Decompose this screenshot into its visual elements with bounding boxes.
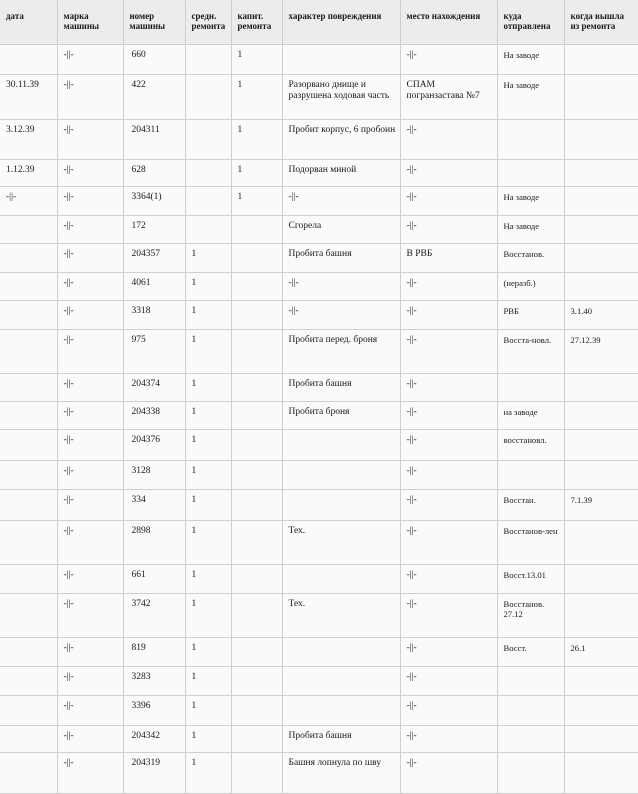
medium-repair-cell: 1 bbox=[185, 329, 231, 373]
date-cell bbox=[0, 666, 57, 695]
brand-cell: -||- bbox=[57, 695, 123, 725]
date-cell bbox=[0, 725, 57, 752]
number-cell: 975 bbox=[123, 329, 185, 373]
date-cell bbox=[0, 564, 57, 593]
table-row bbox=[0, 637, 638, 666]
sent-to-cell: На заводе bbox=[497, 215, 564, 243]
table-row bbox=[0, 725, 638, 752]
returned-cell: 26.1 bbox=[564, 637, 638, 666]
returned-cell bbox=[564, 520, 638, 564]
capital-repair-cell bbox=[231, 401, 282, 429]
capital-repair-cell bbox=[231, 489, 282, 520]
brand-cell: -||- bbox=[57, 300, 123, 329]
table-body bbox=[0, 44, 638, 793]
number-cell: 660 bbox=[123, 44, 185, 74]
location-cell: -||- bbox=[400, 725, 497, 752]
number-cell: 661 bbox=[123, 564, 185, 593]
date-cell bbox=[0, 593, 57, 637]
brand-cell: -||- bbox=[57, 666, 123, 695]
date-cell: -||- bbox=[0, 186, 57, 215]
sent-to-cell: (неразб.) bbox=[497, 272, 564, 300]
sent-to-cell bbox=[497, 725, 564, 752]
number-cell: 628 bbox=[123, 159, 185, 186]
capital-repair-cell bbox=[231, 752, 282, 793]
damage-cell: Сгорела bbox=[282, 215, 400, 243]
location-cell: -||- bbox=[400, 429, 497, 460]
medium-repair-cell: 1 bbox=[185, 564, 231, 593]
medium-repair-cell: 1 bbox=[185, 401, 231, 429]
table-row bbox=[0, 74, 638, 119]
brand-cell: -||- bbox=[57, 564, 123, 593]
returned-cell bbox=[564, 44, 638, 74]
brand-cell: -||- bbox=[57, 520, 123, 564]
sent-to-cell: Восст. bbox=[497, 637, 564, 666]
sent-to-cell bbox=[497, 373, 564, 401]
number-cell: 204376 bbox=[123, 429, 185, 460]
table-row bbox=[0, 520, 638, 564]
date-cell bbox=[0, 373, 57, 401]
medium-repair-cell: 1 bbox=[185, 460, 231, 489]
location-cell: -||- bbox=[400, 329, 497, 373]
sent-to-cell: На заводе bbox=[497, 186, 564, 215]
brand-cell: -||- bbox=[57, 489, 123, 520]
returned-cell bbox=[564, 429, 638, 460]
medium-repair-cell: 1 bbox=[185, 300, 231, 329]
header-returned-from-repair: когда вышла из ремонта bbox=[570, 11, 625, 32]
damage-cell: -||- bbox=[282, 272, 400, 300]
medium-repair-cell bbox=[185, 186, 231, 215]
sent-to-cell: РВБ bbox=[497, 300, 564, 329]
capital-repair-cell bbox=[231, 666, 282, 695]
returned-cell: 7.1.39 bbox=[564, 489, 638, 520]
number-cell: 204357 bbox=[123, 243, 185, 272]
brand-cell: -||- bbox=[57, 215, 123, 243]
table-row bbox=[0, 429, 638, 460]
number-cell: 3128 bbox=[123, 460, 185, 489]
number-cell: 204338 bbox=[123, 401, 185, 429]
brand-cell: -||- bbox=[57, 159, 123, 186]
table-header-row bbox=[0, 0, 638, 44]
location-cell: -||- bbox=[400, 401, 497, 429]
number-cell: 334 bbox=[123, 489, 185, 520]
location-cell: -||- bbox=[400, 666, 497, 695]
capital-repair-cell bbox=[231, 564, 282, 593]
capital-repair-cell: 1 bbox=[231, 159, 282, 186]
location-cell: -||- bbox=[400, 186, 497, 215]
sent-to-cell: Восста-новл. bbox=[497, 329, 564, 373]
medium-repair-cell bbox=[185, 44, 231, 74]
medium-repair-cell: 1 bbox=[185, 752, 231, 793]
brand-cell: -||- bbox=[57, 44, 123, 74]
returned-cell bbox=[564, 119, 638, 159]
capital-repair-cell: 1 bbox=[231, 74, 282, 119]
capital-repair-cell bbox=[231, 300, 282, 329]
date-cell bbox=[0, 215, 57, 243]
returned-cell bbox=[564, 74, 638, 119]
returned-cell bbox=[564, 401, 638, 429]
table-row bbox=[0, 329, 638, 373]
table-row bbox=[0, 666, 638, 695]
number-cell: 422 bbox=[123, 74, 185, 119]
capital-repair-cell bbox=[231, 725, 282, 752]
returned-cell: 3.1.40 bbox=[564, 300, 638, 329]
medium-repair-cell: 1 bbox=[185, 489, 231, 520]
date-cell bbox=[0, 429, 57, 460]
date-cell bbox=[0, 300, 57, 329]
table-row bbox=[0, 272, 638, 300]
brand-cell: -||- bbox=[57, 272, 123, 300]
damage-cell bbox=[282, 666, 400, 695]
date-cell bbox=[0, 489, 57, 520]
capital-repair-cell bbox=[231, 593, 282, 637]
brand-cell: -||- bbox=[57, 74, 123, 119]
brand-cell: -||- bbox=[57, 429, 123, 460]
table-row bbox=[0, 243, 638, 272]
date-cell bbox=[0, 637, 57, 666]
number-cell: 204319 bbox=[123, 752, 185, 793]
location-cell: -||- bbox=[400, 44, 497, 74]
table-row bbox=[0, 593, 638, 637]
location-cell: -||- bbox=[400, 752, 497, 793]
medium-repair-cell bbox=[185, 74, 231, 119]
capital-repair-cell bbox=[231, 695, 282, 725]
medium-repair-cell bbox=[185, 159, 231, 186]
number-cell: 204311 bbox=[123, 119, 185, 159]
date-cell: 1.12.39 bbox=[0, 159, 57, 186]
table-row bbox=[0, 695, 638, 725]
table-row bbox=[0, 44, 638, 74]
location-cell: -||- bbox=[400, 272, 497, 300]
capital-repair-cell bbox=[231, 243, 282, 272]
date-cell bbox=[0, 401, 57, 429]
sent-to-cell: Восстанов. bbox=[497, 243, 564, 272]
location-cell: -||- bbox=[400, 215, 497, 243]
table-row bbox=[0, 373, 638, 401]
capital-repair-cell bbox=[231, 329, 282, 373]
capital-repair-cell bbox=[231, 429, 282, 460]
damage-cell: Башня лопнула по шву bbox=[282, 752, 400, 793]
damage-cell: Пробита броня bbox=[282, 401, 400, 429]
table-row bbox=[0, 489, 638, 520]
damage-cell: -||- bbox=[282, 186, 400, 215]
medium-repair-cell bbox=[185, 119, 231, 159]
damage-cell: -||- bbox=[282, 300, 400, 329]
medium-repair-cell: 1 bbox=[185, 725, 231, 752]
location-cell: -||- bbox=[400, 637, 497, 666]
damage-cell: Пробита башня bbox=[282, 725, 400, 752]
damage-cell: Тех. bbox=[282, 593, 400, 637]
damage-cell bbox=[282, 489, 400, 520]
table-row bbox=[0, 300, 638, 329]
returned-cell bbox=[564, 186, 638, 215]
medium-repair-cell: 1 bbox=[185, 373, 231, 401]
sent-to-cell: Восст.13.01 bbox=[497, 564, 564, 593]
date-cell: 3.12.39 bbox=[0, 119, 57, 159]
brand-cell: -||- bbox=[57, 460, 123, 489]
table-row bbox=[0, 460, 638, 489]
number-cell: 3364(1) bbox=[123, 186, 185, 215]
damage-cell bbox=[282, 695, 400, 725]
sent-to-cell bbox=[497, 752, 564, 793]
header-vehicle-number: номер машины bbox=[123, 0, 185, 44]
sent-to-cell bbox=[497, 695, 564, 725]
location-cell: -||- bbox=[400, 520, 497, 564]
medium-repair-cell: 1 bbox=[185, 429, 231, 460]
table-row bbox=[0, 119, 638, 159]
table-row bbox=[0, 159, 638, 186]
damage-cell: Тех. bbox=[282, 520, 400, 564]
damage-cell bbox=[282, 564, 400, 593]
location-cell: -||- bbox=[400, 373, 497, 401]
damage-cell: Подорван миной bbox=[282, 159, 400, 186]
damage-cell bbox=[282, 44, 400, 74]
header-capital-repair: капит. ремонта bbox=[231, 0, 282, 44]
sent-to-cell: восстановл. bbox=[497, 429, 564, 460]
damage-cell bbox=[282, 460, 400, 489]
date-cell bbox=[0, 243, 57, 272]
returned-cell: 27.12.39 bbox=[564, 329, 638, 373]
sent-to-cell: Восстанов-лен bbox=[497, 520, 564, 564]
date-cell bbox=[0, 272, 57, 300]
brand-cell: -||- bbox=[57, 752, 123, 793]
medium-repair-cell bbox=[185, 215, 231, 243]
location-cell: -||- bbox=[400, 159, 497, 186]
location-cell: -||- bbox=[400, 119, 497, 159]
capital-repair-cell bbox=[231, 520, 282, 564]
date-cell bbox=[0, 752, 57, 793]
medium-repair-cell: 1 bbox=[185, 695, 231, 725]
number-cell: 3742 bbox=[123, 593, 185, 637]
table-row bbox=[0, 215, 638, 243]
sent-to-cell bbox=[497, 666, 564, 695]
date-cell bbox=[0, 695, 57, 725]
sent-to-cell bbox=[497, 460, 564, 489]
number-cell: 204374 bbox=[123, 373, 185, 401]
damage-cell: Пробит корпус, 6 пробоин bbox=[282, 119, 400, 159]
number-cell: 3318 bbox=[123, 300, 185, 329]
header-location: место нахождения bbox=[400, 0, 497, 44]
date-cell bbox=[0, 44, 57, 74]
table-row bbox=[0, 752, 638, 793]
brand-cell: -||- bbox=[57, 637, 123, 666]
sent-to-cell bbox=[497, 119, 564, 159]
sent-to-cell: На заводе bbox=[497, 74, 564, 119]
medium-repair-cell: 1 bbox=[185, 520, 231, 564]
capital-repair-cell: 1 bbox=[231, 44, 282, 74]
number-cell: 3283 bbox=[123, 666, 185, 695]
capital-repair-cell bbox=[231, 637, 282, 666]
table-row bbox=[0, 564, 638, 593]
location-cell: В РВБ bbox=[400, 243, 497, 272]
location-cell: СПАМ погранзастава №7 bbox=[400, 74, 497, 119]
date-cell bbox=[0, 460, 57, 489]
medium-repair-cell: 1 bbox=[185, 637, 231, 666]
date-cell bbox=[0, 329, 57, 373]
brand-cell: -||- bbox=[57, 119, 123, 159]
returned-cell bbox=[564, 460, 638, 489]
sent-to-cell: На заводе bbox=[497, 44, 564, 74]
sent-to-cell: Восстан. bbox=[497, 489, 564, 520]
returned-cell bbox=[564, 215, 638, 243]
location-cell: -||- bbox=[400, 489, 497, 520]
medium-repair-cell: 1 bbox=[185, 272, 231, 300]
returned-cell bbox=[564, 725, 638, 752]
damage-cell bbox=[282, 637, 400, 666]
number-cell: 172 bbox=[123, 215, 185, 243]
returned-cell bbox=[564, 373, 638, 401]
header-sent-to: куда отправлена bbox=[497, 0, 564, 44]
brand-cell: -||- bbox=[57, 373, 123, 401]
returned-cell bbox=[564, 593, 638, 637]
damage-cell: Пробита башня bbox=[282, 243, 400, 272]
number-cell: 204342 bbox=[123, 725, 185, 752]
header-medium-repair: средн. ремонта bbox=[185, 0, 231, 44]
capital-repair-cell bbox=[231, 272, 282, 300]
returned-cell bbox=[564, 752, 638, 793]
header-damage-type: характер повреждения bbox=[282, 0, 400, 44]
header-date: дата bbox=[0, 0, 57, 44]
capital-repair-cell: 1 bbox=[231, 186, 282, 215]
returned-cell bbox=[564, 272, 638, 300]
returned-cell bbox=[564, 159, 638, 186]
sent-to-cell bbox=[497, 159, 564, 186]
medium-repair-cell: 1 bbox=[185, 593, 231, 637]
location-cell: -||- bbox=[400, 460, 497, 489]
location-cell: -||- bbox=[400, 695, 497, 725]
brand-cell: -||- bbox=[57, 186, 123, 215]
returned-cell bbox=[564, 666, 638, 695]
returned-cell bbox=[564, 243, 638, 272]
medium-repair-cell: 1 bbox=[185, 243, 231, 272]
table-row bbox=[0, 186, 638, 215]
damage-cell bbox=[282, 429, 400, 460]
capital-repair-cell: 1 bbox=[231, 119, 282, 159]
returned-cell bbox=[564, 695, 638, 725]
location-cell: -||- bbox=[400, 300, 497, 329]
capital-repair-cell bbox=[231, 215, 282, 243]
medium-repair-cell: 1 bbox=[185, 666, 231, 695]
header-vehicle-brand: марка машины bbox=[57, 0, 123, 44]
date-cell: 30.11.39 bbox=[0, 74, 57, 119]
sent-to-cell: Восстанов. 27.12 bbox=[497, 593, 564, 637]
brand-cell: -||- bbox=[57, 593, 123, 637]
brand-cell: -||- bbox=[57, 401, 123, 429]
damage-cell: Разорвано днище и разрушена ходовая часть bbox=[282, 74, 400, 119]
returned-cell bbox=[564, 564, 638, 593]
location-cell: -||- bbox=[400, 593, 497, 637]
date-cell bbox=[0, 520, 57, 564]
number-cell: 819 bbox=[123, 637, 185, 666]
damage-cell: Пробита башня bbox=[282, 373, 400, 401]
damage-cell: Пробита перед. броня bbox=[282, 329, 400, 373]
capital-repair-cell bbox=[231, 460, 282, 489]
number-cell: 2898 bbox=[123, 520, 185, 564]
number-cell: 3396 bbox=[123, 695, 185, 725]
brand-cell: -||- bbox=[57, 243, 123, 272]
brand-cell: -||- bbox=[57, 725, 123, 752]
number-cell: 4061 bbox=[123, 272, 185, 300]
location-cell: -||- bbox=[400, 564, 497, 593]
brand-cell: -||- bbox=[57, 329, 123, 373]
sent-to-cell: на заводе bbox=[497, 401, 564, 429]
capital-repair-cell bbox=[231, 373, 282, 401]
table-row bbox=[0, 401, 638, 429]
